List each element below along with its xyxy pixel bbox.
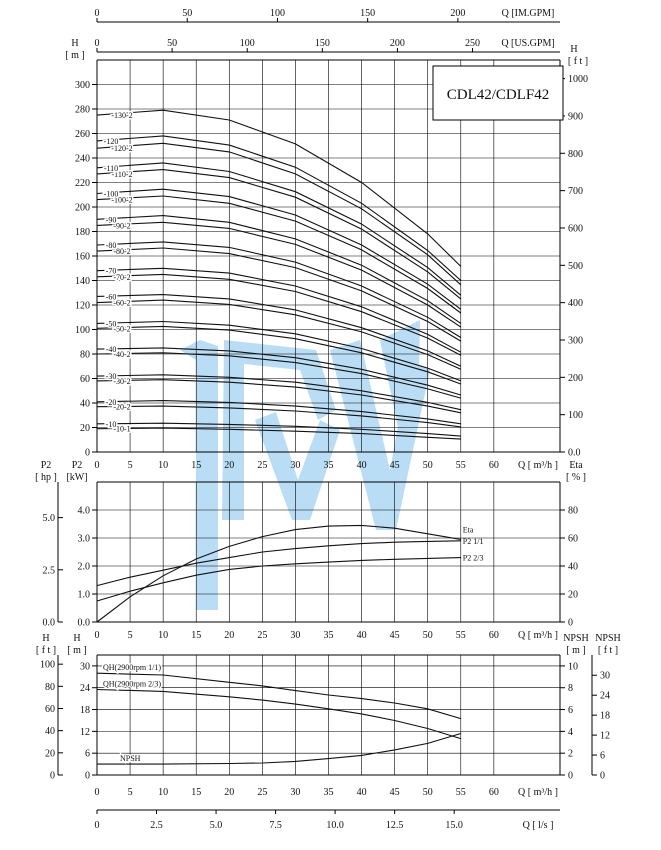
curve-label-110-2: -110-2 — [111, 169, 133, 179]
panel2-x-tick-label: 50 — [422, 630, 433, 641]
panel3-m-tick-label: 0 — [85, 770, 90, 782]
curve-label-60-2: -60-2 — [113, 298, 131, 308]
panel3-m-label: H — [73, 633, 81, 644]
panel2-eta-tick-label: 60 — [568, 533, 578, 545]
panel1-y-tick-label: 220 — [75, 178, 90, 189]
panel1-y-tick-label: 300 — [75, 80, 90, 91]
ls-tick-label: 10.0 — [326, 820, 344, 831]
panel3-ft-unit: [ f t ] — [35, 645, 57, 656]
panel2-x-axis-label: Q [ m³/h ] — [518, 630, 558, 641]
panel3-npsh-ft-unit: [ f t ] — [597, 645, 619, 656]
curve-label-70-2: -70-2 — [113, 272, 131, 282]
panel1-x-tick-label: 45 — [389, 460, 400, 471]
panel2-hp-tick-label: 5.0 — [42, 513, 55, 525]
panel3-npsh-ft-tick-label: 30 — [600, 670, 610, 682]
panel1-y-tick-label: 40 — [80, 398, 90, 410]
panel3-npsh-ft-tick-label: 18 — [600, 710, 610, 722]
panel1-x-tick-label: 15 — [191, 460, 202, 471]
panel1-y-tick-label: 260 — [75, 129, 90, 140]
panel1-y-tick-label: 20 — [80, 423, 90, 434]
curve-label-120-2: -120-2 — [111, 144, 133, 154]
panel1-ft-tick-label: 300 — [568, 335, 583, 347]
panel2-kw-tick-label: 4.0 — [77, 505, 90, 517]
panel2-hp-tick-label: 2.5 — [42, 565, 55, 577]
panel1-ft-tick-label: 600 — [568, 223, 583, 235]
panel1-y-tick-label: 180 — [75, 227, 90, 238]
panel2-hp-tick-label: 0.0 — [42, 617, 55, 629]
panel1-y-tick-label: 200 — [75, 202, 90, 214]
panel3-ft-label: H — [42, 633, 50, 644]
panel1-ft-tick-label: 200 — [568, 372, 583, 384]
panel1-x-axis-label: Q [ m³/h ] — [518, 460, 558, 471]
panel3-m-tick-label: 24 — [80, 683, 90, 695]
im-gpm-tick-label: 200 — [450, 8, 466, 19]
panel3-x-tick-label: 25 — [257, 787, 268, 798]
panel2-x-tick-label: 0 — [94, 630, 100, 641]
curve-label-100-2: -100-2 — [111, 195, 133, 205]
us-gpm-tick-label: 200 — [389, 38, 405, 49]
curve-label-60: -60 — [105, 292, 117, 302]
panel3-x-tick-label: 50 — [422, 787, 433, 798]
us-gpm-tick-label: 100 — [239, 38, 255, 49]
panel2-hp-unit: [ hp ] — [35, 472, 57, 483]
panel1-ft-tick-label: 400 — [568, 298, 583, 310]
panel3-npsh-m-tick-label: 2 — [568, 748, 573, 760]
panel2-x-tick-label: 10 — [158, 630, 169, 641]
panel3-ft-tick-label: 40 — [45, 726, 55, 738]
panel2-kw-tick-label: 1.0 — [77, 589, 90, 601]
panel3-ft-tick-label: 100 — [40, 659, 55, 671]
panel3-x-tick-label: 10 — [158, 787, 169, 798]
panel2-x-tick-label: 60 — [488, 630, 499, 641]
panel3-npsh-m-tick-label: 10 — [568, 661, 578, 673]
panel3-ft-tick-label: 60 — [45, 703, 55, 715]
panel3-ft-tick-label: 80 — [45, 681, 55, 693]
curve-label-120: -120 — [103, 136, 119, 146]
panel3-x-tick-label: 40 — [356, 787, 367, 798]
ls-tick-label: 12.5 — [385, 820, 404, 831]
panel3-npsh-m-unit: [ m ] — [566, 645, 586, 656]
panel2-eta-label: Eta — [569, 460, 583, 471]
panel2-eta-unit: [ % ] — [566, 472, 586, 483]
panel2-x-tick-label: 5 — [127, 630, 133, 641]
panel2-kw-unit: [kW] — [66, 472, 88, 483]
panel3-npsh-m-tick-label: 6 — [568, 705, 573, 717]
curve-label-10-1: -10-1 — [113, 424, 131, 434]
panel3-m-unit: [ m ] — [67, 645, 87, 656]
panel3-npsh-m-label: NPSH — [563, 633, 589, 644]
panel1-ylabel-h: H — [71, 38, 79, 49]
ls-tick-label: 0 — [94, 820, 100, 831]
curve-label-30: -30 — [105, 372, 117, 382]
panel1-x-tick-label: 55 — [455, 460, 466, 471]
panel3-ft-tick-label: 0 — [50, 770, 55, 782]
panel3-npsh-ft-label: NPSH — [595, 633, 621, 644]
curve-label-130-2: -130-2 — [111, 111, 133, 121]
panel2-kw-label: P2 — [71, 460, 83, 471]
curve-label-p2-2-3: P2 2/3 — [462, 553, 484, 563]
curve-label-40-2: -40-2 — [113, 350, 131, 359]
curve-label-30-2: -30-2 — [113, 376, 131, 386]
im-gpm-tick-label: 50 — [182, 8, 193, 19]
ls-tick-label: 5.0 — [209, 820, 223, 831]
im-gpm-tick-label: 150 — [360, 8, 376, 19]
panel2-x-tick-label: 15 — [191, 630, 202, 641]
ls-tick-label: 2.5 — [150, 820, 163, 831]
curve-p2-2-3 — [97, 558, 461, 601]
curve-label-eta: Eta — [462, 525, 474, 535]
panel3-npsh-ft-tick-label: 12 — [600, 730, 610, 742]
panel3-x-tick-label: 60 — [488, 787, 499, 798]
panel2-x-tick-label: 20 — [224, 630, 235, 641]
panel3-x-tick-label: 30 — [290, 787, 301, 798]
panel1-y-tick-label: 240 — [75, 153, 90, 165]
panel3-m-tick-label: 18 — [80, 705, 90, 717]
im-gpm-tick-label: 0 — [94, 8, 100, 19]
panel1-x-tick-label: 10 — [158, 460, 169, 471]
panel1-ft-tick-label: 800 — [568, 148, 583, 160]
panel1-y-tick-label: 140 — [75, 276, 90, 287]
panel1-x-tick-label: 25 — [257, 460, 268, 471]
panel3-m-tick-label: 6 — [85, 748, 90, 760]
panel2-x-tick-label: 35 — [323, 630, 334, 641]
us-gpm-tick-label: 50 — [167, 38, 178, 49]
curve-label-20: -20 — [105, 397, 117, 407]
panel1-y-tick-label: 60 — [80, 374, 90, 385]
panel2-eta-tick-label: 80 — [568, 505, 578, 517]
panel1-y-tick-label: 0 — [85, 447, 90, 459]
curve-label-100: -100 — [103, 189, 119, 199]
panel2-kw-tick-label: 3.0 — [77, 533, 90, 545]
panel1-y-tick-label: 280 — [75, 104, 90, 116]
panel1-ft-tick-label: 500 — [568, 260, 583, 272]
panel3-x-tick-label: 0 — [94, 787, 100, 798]
curve-label-10: -10 — [105, 419, 117, 429]
panel1-right-ylabel-h: H — [570, 44, 578, 55]
panel2-x-tick-label: 55 — [455, 630, 466, 641]
im-gpm-tick-label: 100 — [269, 8, 285, 19]
panel1-ft-tick-label: 700 — [568, 186, 583, 198]
panel3-x-tick-label: 20 — [224, 787, 235, 798]
panel2-kw-tick-label: 0.0 — [77, 617, 90, 629]
curve-label-80: -80 — [105, 240, 117, 250]
panel1-ft-tick-label: 900 — [568, 111, 583, 123]
panel1-x-tick-label: 30 — [290, 460, 301, 471]
panel2-eta-tick-label: 0 — [568, 617, 573, 629]
panel2-x-tick-label: 30 — [290, 630, 301, 641]
curve-label-npsh: NPSH — [120, 754, 141, 764]
panel2-hp-label: P2 — [40, 460, 52, 471]
panel1-x-tick-label: 40 — [356, 460, 367, 471]
panel3-npsh-ft-tick-label: 0 — [600, 770, 605, 782]
panel1-right-ylabel-unit: [ f t ] — [567, 56, 589, 67]
ls-axis-label: Q [ l/s ] — [522, 820, 554, 831]
panel1-ylabel-unit: [ m ] — [65, 50, 85, 61]
curve-p2-1-1 — [97, 541, 461, 586]
curve-label-40: -40 — [105, 345, 117, 355]
curve-label-qh-2900rpm-1-1: QH(2900rpm 1/1) — [103, 663, 161, 673]
panel3-x-tick-label: 15 — [191, 787, 202, 798]
panel1-x-tick-label: 50 — [422, 460, 433, 471]
chart-title: CDL42/CDLF42 — [446, 87, 550, 103]
panel1-x-tick-label: 60 — [488, 460, 499, 471]
panel2-eta-tick-label: 20 — [568, 589, 578, 601]
curve-label-20-2: -20-2 — [113, 402, 131, 412]
panel3-npsh-ft-tick-label: 6 — [600, 750, 605, 762]
us-gpm-tick-label: 0 — [94, 38, 100, 49]
panel1-ft-tick-label: 1000 — [568, 74, 588, 86]
panel3-x-tick-label: 55 — [455, 787, 466, 798]
curve-label-qh-2900rpm-2-3: QH(2900rpm 2/3) — [103, 679, 161, 689]
panel2-x-tick-label: 40 — [356, 630, 367, 641]
panel1-x-tick-label: 0 — [94, 460, 100, 471]
curve-label-p2-1-1: P2 1/1 — [462, 536, 484, 546]
panel1-x-tick-label: 5 — [127, 460, 133, 471]
panel1-y-tick-label: 100 — [75, 325, 90, 336]
ls-tick-label: 7.5 — [269, 820, 282, 831]
panel1-ft-tick-label: 0.0 — [568, 447, 581, 459]
panel1-x-tick-label: 20 — [224, 460, 235, 471]
panel3-npsh-ft-tick-label: 24 — [600, 690, 610, 702]
panel1-x-tick-label: 35 — [323, 460, 334, 471]
panel3-m-tick-label: 30 — [80, 661, 90, 673]
panel2-eta-tick-label: 40 — [568, 561, 578, 573]
ls-tick-label: 15.0 — [445, 820, 463, 831]
panel3-x-tick-label: 35 — [323, 787, 334, 798]
panel1-y-tick-label: 80 — [80, 349, 90, 361]
curve-label-50-2: -50-2 — [113, 324, 131, 334]
panel1-y-tick-label: 120 — [75, 300, 90, 312]
curve-label-110: -110 — [103, 163, 119, 173]
us-gpm-tick-label: 150 — [314, 38, 330, 49]
panel3-x-tick-label: 5 — [127, 787, 133, 798]
panel2-x-tick-label: 25 — [257, 630, 268, 641]
curve-npsh — [97, 734, 461, 765]
us-gpm-axis-label: Q [US.GPM] — [501, 38, 555, 49]
panel3-npsh-m-tick-label: 4 — [568, 726, 573, 738]
panel2-x-tick-label: 45 — [389, 630, 400, 641]
curve-label-80-2: -80-2 — [113, 247, 131, 257]
panel3-npsh-m-tick-label: 8 — [568, 683, 573, 695]
panel3-ft-tick-label: 20 — [45, 748, 55, 760]
curve-eta — [97, 525, 461, 622]
panel3-x-tick-label: 45 — [389, 787, 400, 798]
panel3-npsh-m-tick-label: 0 — [568, 770, 573, 782]
curve-label-90-2: -90-2 — [113, 221, 131, 231]
panel2-kw-tick-label: 2.0 — [77, 561, 90, 573]
curve-label-90: -90 — [105, 215, 117, 225]
curve-label-50: -50 — [105, 319, 117, 329]
im-gpm-axis-label: Q [IM.GPM] — [501, 8, 555, 19]
panel3-m-tick-label: 12 — [80, 726, 90, 738]
curve-label-70: -70 — [105, 266, 117, 276]
panel1-ft-tick-label: 100 — [568, 410, 583, 422]
panel1-y-tick-label: 160 — [75, 251, 90, 263]
panel3-x-axis-label: Q [ m³/h ] — [518, 787, 558, 798]
us-gpm-tick-label: 250 — [465, 38, 481, 49]
